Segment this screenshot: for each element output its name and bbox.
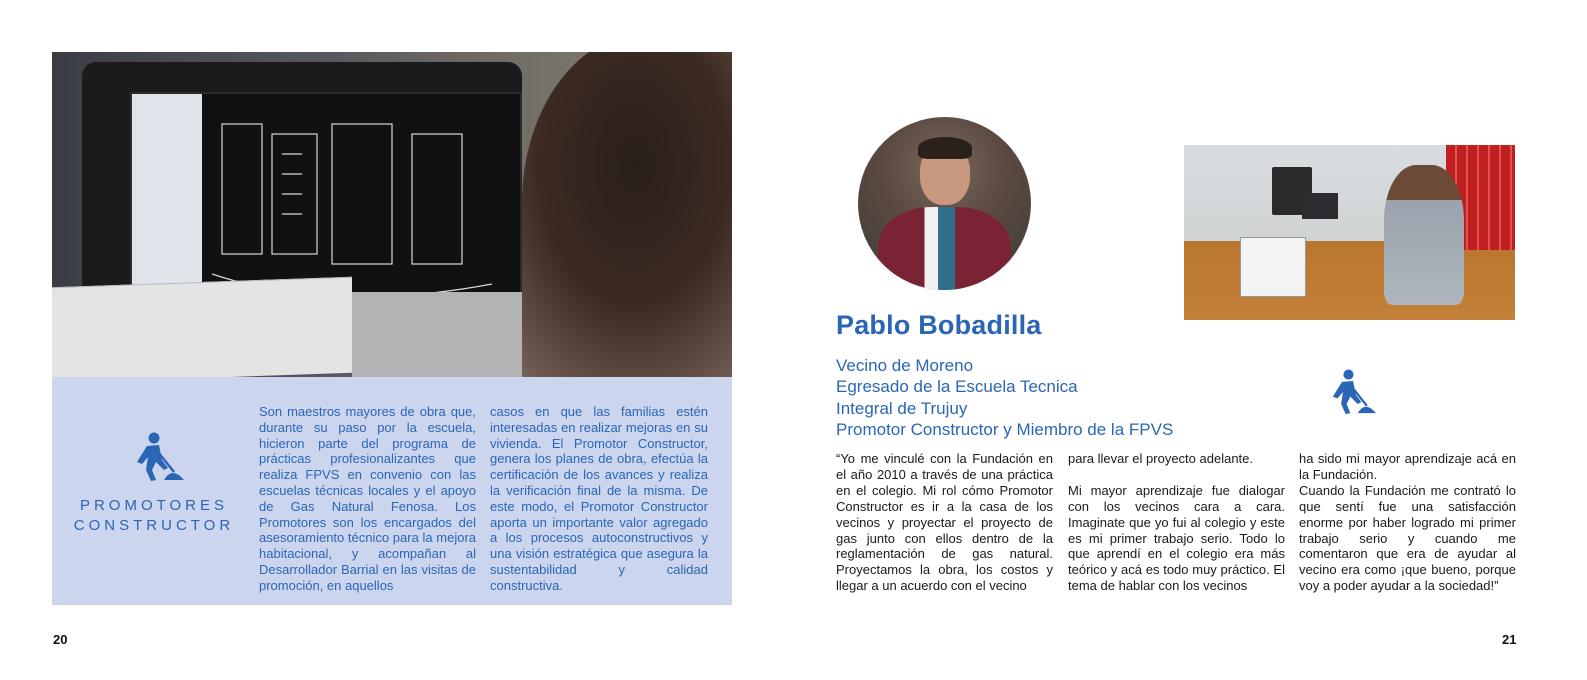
paper-stack [1240,237,1306,297]
office-monitor-2 [1302,193,1338,219]
role-line: Integral de Trujuy [836,398,968,418]
quote-paragraph: para llevar el proyecto adelante. [1068,451,1254,466]
quote-paragraph: Cuando la Fundación me contrató lo que sentí fue una satisfacción enorme por haber logrado mi primer trabajo serio y cuando me comentaron que era de ayudar al vecino era como ¡que bueno, porque voy a poder ayudar a la sociedad!” [1299,482,1516,594]
portrait-photo [858,117,1031,290]
category-title-line2: CONSTRUCTOR [73,517,235,534]
office-worker [1384,165,1464,305]
body-column-1: Son maestros mayores de obra que, durante su paso por la escuela, hicieron parte del programa de prácticas profesionalizantes que realiza FPVS en convenio con las escuelas técnicas locales y el apoyo de Gas Natural Fenosa. Los Promotores son los encargados del asesoramiento técnico para la mejora habitacional, y acompañan al Desarrollador Barrial en las visitas de promoción, en aquellos [259,404,476,593]
office-photo [1184,145,1515,320]
quote-column-3 [1299,451,1516,594]
quote-paragraph: Mi mayor aprendizaje fue dialogar con los vecinos cara a cara. Imaginate que yo fui al colegio y este es mi primer trabajo serio. Todo lo que aprendí en el colegio era más teórico y acá es todo muy práctico. El tema de hablar con los vecinos [1068,482,1285,594]
role-line: Vecino de Moreno [836,356,974,375]
page-number-right: 21 [1502,632,1517,647]
construction-worker-icon [134,432,186,482]
role-line: Egresado de la Escuela Tecnica [836,377,1078,397]
role-line: Promotor Constructor y Miembro de la FPVS [836,419,1174,439]
category-title [70,496,238,536]
quote-column-1: “Yo me vinculé con la Fundación en el año 2010 a través de una práctica en el colegio. Mi rol cómo Promotor Constructor es ir a la casa de los vecinos y proyectar el proyecto de gas junto con ellos dentro de la reglamentación de gas natural. Proyectamos la obra, los costos y llegar a un acuerdo con el vecino [836,451,1053,594]
portrait-hair [918,137,972,159]
quote-column-2 [1068,451,1285,594]
student-hair [522,52,732,377]
construction-worker-icon [1328,369,1380,415]
page-number-left: 20 [53,632,68,647]
person-name: Pablo Bobadilla [836,310,1042,340]
quote-paragraph: ha sido mi mayor aprendizaje acá en la Fundación. [1299,451,1516,482]
person-roles [836,355,1173,440]
paper-form [52,277,352,377]
hero-photo-student-cad [52,52,732,377]
category-title-line1: PROMOTORES [79,497,229,514]
portrait-jacket [878,207,1011,290]
body-column-2: casos en que las familias estén interesadas en realizar mejoras en su vivienda. El Promotor Constructor, genera los planes de obra, efectúa la certificación de los avances y realiza la verificación final de la misma. De este modo, el Promotor Constructor aporta un importante valor agregado a los procesos autoconstructivos y una visión estratégica que asegura la sustentabilidad y calidad constructiva. [490,404,708,593]
